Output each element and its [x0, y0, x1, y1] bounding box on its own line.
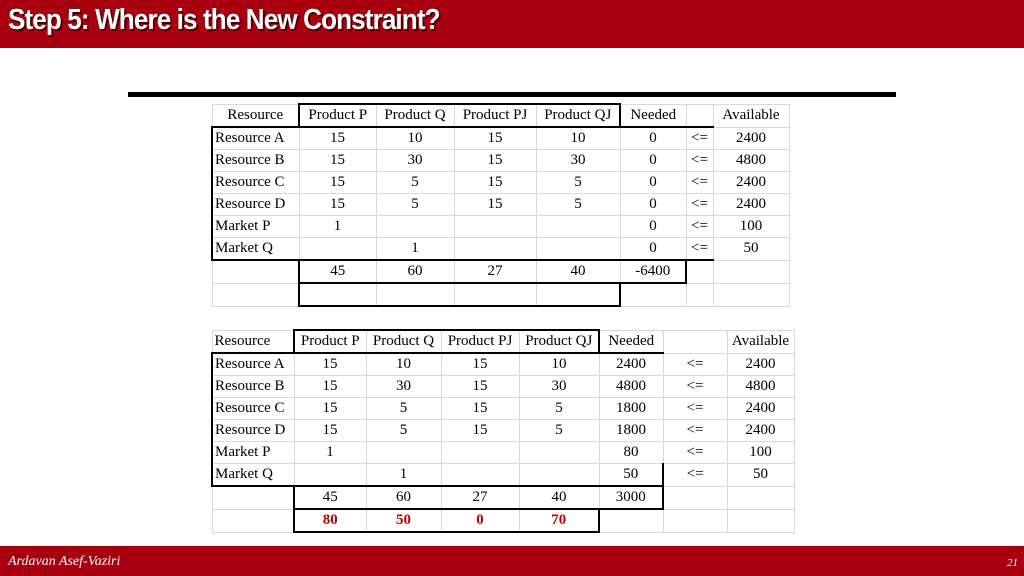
needed-cell: 1800: [599, 420, 663, 442]
coefficient-cell: 15: [294, 376, 366, 398]
available-cell: 50: [727, 464, 794, 487]
coefficient-cell: 5: [519, 398, 599, 420]
table-row: [212, 442, 794, 464]
available-cell: 4800: [727, 376, 794, 398]
decision-row: [212, 283, 789, 306]
table-header-row: [212, 330, 794, 353]
coefficient-cell: [536, 216, 620, 238]
objective-coefficient-cell: 40: [519, 486, 599, 509]
objective-row: [212, 260, 789, 283]
row-label: Resource A: [212, 127, 299, 150]
coefficient-cell: 15: [454, 127, 536, 150]
coefficient-cell: 1: [294, 442, 366, 464]
operator-cell: <=: [686, 127, 713, 150]
table-row: [212, 216, 789, 238]
coefficient-cell: [519, 442, 599, 464]
header-cell: Product Q: [376, 104, 454, 127]
coefficient-cell: 10: [519, 353, 599, 376]
header-cell: Available: [727, 330, 794, 353]
header-cell: Needed: [620, 104, 686, 127]
objective-value-cell: 3000: [599, 486, 663, 509]
row-label: Resource D: [212, 194, 299, 216]
row-label: Resource C: [212, 172, 299, 194]
available-cell: 100: [713, 216, 789, 238]
empty-cell: [686, 260, 713, 283]
coefficient-cell: 1: [376, 238, 454, 261]
objective-value-cell: -6400: [620, 260, 686, 283]
table-row: [212, 127, 789, 150]
empty-cell: [727, 509, 794, 532]
available-cell: 2400: [713, 172, 789, 194]
decision-cell: 70: [519, 509, 599, 532]
coefficient-cell: 15: [294, 420, 366, 442]
needed-cell: 0: [620, 172, 686, 194]
operator-cell: <=: [663, 464, 727, 487]
needed-cell: 0: [620, 127, 686, 150]
slide-title: Step 5: Where is the New Constraint?: [8, 4, 440, 36]
objective-coefficient-cell: 27: [454, 260, 536, 283]
coefficient-cell: 30: [519, 376, 599, 398]
table-row: [212, 172, 789, 194]
coefficient-cell: 15: [441, 376, 519, 398]
table-row: [212, 376, 794, 398]
objective-coefficient-cell: 27: [441, 486, 519, 509]
header-cell: Resource: [212, 330, 294, 353]
coefficient-cell: 15: [294, 353, 366, 376]
header-cell: Available: [713, 104, 789, 127]
decision-label-cell: [212, 283, 299, 306]
row-label: Resource C: [212, 398, 294, 420]
coefficient-cell: [299, 238, 376, 261]
available-cell: 50: [713, 238, 789, 261]
decision-cell: [376, 283, 454, 306]
coefficient-cell: [294, 464, 366, 487]
objective-coefficient-cell: 45: [299, 260, 376, 283]
coefficient-cell: 5: [536, 194, 620, 216]
coefficient-cell: [454, 216, 536, 238]
header-cell: Product QJ: [536, 104, 620, 127]
coefficient-cell: [441, 442, 519, 464]
empty-cell: [620, 283, 686, 306]
table-header-row: [212, 104, 789, 127]
objective-coefficient-cell: 60: [366, 486, 441, 509]
needed-cell: 80: [599, 442, 663, 464]
row-label: Market P: [212, 442, 294, 464]
decision-cell: [536, 283, 620, 306]
header-cell: Needed: [599, 330, 663, 353]
row-label: Market Q: [212, 238, 299, 261]
title-bar: [0, 0, 1024, 48]
header-cell: Product P: [299, 104, 376, 127]
row-label: Resource D: [212, 420, 294, 442]
objective-coefficient-cell: 60: [376, 260, 454, 283]
empty-cell: [713, 260, 789, 283]
empty-cell: [727, 486, 794, 509]
coefficient-cell: [536, 238, 620, 261]
table-row: [212, 353, 794, 376]
coefficient-cell: 30: [536, 150, 620, 172]
coefficient-cell: [366, 442, 441, 464]
decision-cell: 50: [366, 509, 441, 532]
table-row: [212, 398, 794, 420]
operator-cell: <=: [663, 442, 727, 464]
coefficient-cell: 10: [366, 353, 441, 376]
table-row: [212, 420, 794, 442]
decision-cell: [299, 283, 376, 306]
table-row: [212, 150, 789, 172]
needed-cell: 2400: [599, 353, 663, 376]
coefficient-cell: 15: [441, 353, 519, 376]
empty-cell: [599, 509, 663, 532]
coefficient-cell: 1: [366, 464, 441, 487]
coefficient-cell: 15: [441, 398, 519, 420]
coefficient-cell: 15: [299, 150, 376, 172]
operator-cell: <=: [686, 238, 713, 261]
objective-label-cell: [212, 486, 294, 509]
coefficient-cell: 30: [366, 376, 441, 398]
needed-cell: 0: [620, 238, 686, 261]
operator-cell: <=: [686, 172, 713, 194]
needed-cell: 0: [620, 216, 686, 238]
coefficient-cell: 1: [299, 216, 376, 238]
header-cell: [686, 104, 713, 127]
table-row: [212, 238, 789, 261]
coefficient-cell: 5: [376, 172, 454, 194]
decision-cell: 0: [441, 509, 519, 532]
needed-cell: 50: [599, 464, 663, 487]
empty-cell: [663, 509, 727, 532]
needed-cell: 0: [620, 194, 686, 216]
available-cell: 2400: [713, 127, 789, 150]
available-cell: 2400: [727, 353, 794, 376]
objective-label-cell: [212, 260, 299, 283]
operator-cell: <=: [663, 353, 727, 376]
decision-row: [212, 509, 794, 532]
objective-coefficient-cell: 45: [294, 486, 366, 509]
row-label: Resource B: [212, 376, 294, 398]
author-name: Ardavan Asef-Vaziri: [8, 554, 121, 569]
page-number: 21: [1007, 557, 1018, 569]
available-cell: 2400: [727, 398, 794, 420]
coefficient-cell: 5: [366, 398, 441, 420]
coefficient-cell: 15: [454, 194, 536, 216]
coefficient-cell: 15: [294, 398, 366, 420]
empty-cell: [686, 283, 713, 306]
header-cell: Product Q: [366, 330, 441, 353]
available-cell: 2400: [727, 420, 794, 442]
coefficient-cell: 5: [536, 172, 620, 194]
coefficient-cell: [519, 464, 599, 487]
table-row: [212, 464, 794, 487]
row-label: Market Q: [212, 464, 294, 487]
available-cell: 4800: [713, 150, 789, 172]
objective-coefficient-cell: 40: [536, 260, 620, 283]
operator-cell: <=: [686, 216, 713, 238]
available-cell: 100: [727, 442, 794, 464]
table-row: [212, 194, 789, 216]
operator-cell: <=: [663, 420, 727, 442]
coefficient-cell: 5: [366, 420, 441, 442]
row-label: Resource B: [212, 150, 299, 172]
coefficient-cell: [376, 216, 454, 238]
lp-table-initial: [211, 103, 790, 307]
lp-table-solution: [211, 329, 795, 533]
row-label: Market P: [212, 216, 299, 238]
row-label: Resource A: [212, 353, 294, 376]
operator-cell: <=: [686, 150, 713, 172]
coefficient-cell: 10: [376, 127, 454, 150]
operator-cell: <=: [663, 398, 727, 420]
header-cell: Product P: [294, 330, 366, 353]
header-cell: Product PJ: [454, 104, 536, 127]
divider-line: [128, 92, 896, 97]
header-cell: Resource: [212, 104, 299, 127]
operator-cell: <=: [686, 194, 713, 216]
coefficient-cell: [454, 238, 536, 261]
coefficient-cell: 10: [536, 127, 620, 150]
needed-cell: 4800: [599, 376, 663, 398]
coefficient-cell: 15: [299, 172, 376, 194]
available-cell: 2400: [713, 194, 789, 216]
coefficient-cell: 15: [299, 127, 376, 150]
needed-cell: 0: [620, 150, 686, 172]
header-cell: Product QJ: [519, 330, 599, 353]
header-cell: Product PJ: [441, 330, 519, 353]
coefficient-cell: [441, 464, 519, 487]
decision-label-cell: [212, 509, 294, 532]
coefficient-cell: 5: [376, 194, 454, 216]
footer-bar: [0, 546, 1024, 576]
coefficient-cell: 5: [519, 420, 599, 442]
coefficient-cell: 15: [454, 172, 536, 194]
header-cell: [663, 330, 727, 353]
coefficient-cell: 15: [454, 150, 536, 172]
operator-cell: <=: [663, 376, 727, 398]
objective-row: [212, 486, 794, 509]
needed-cell: 1800: [599, 398, 663, 420]
coefficient-cell: 15: [299, 194, 376, 216]
decision-cell: 80: [294, 509, 366, 532]
empty-cell: [663, 486, 727, 509]
empty-cell: [713, 283, 789, 306]
coefficient-cell: 15: [441, 420, 519, 442]
decision-cell: [454, 283, 536, 306]
coefficient-cell: 30: [376, 150, 454, 172]
